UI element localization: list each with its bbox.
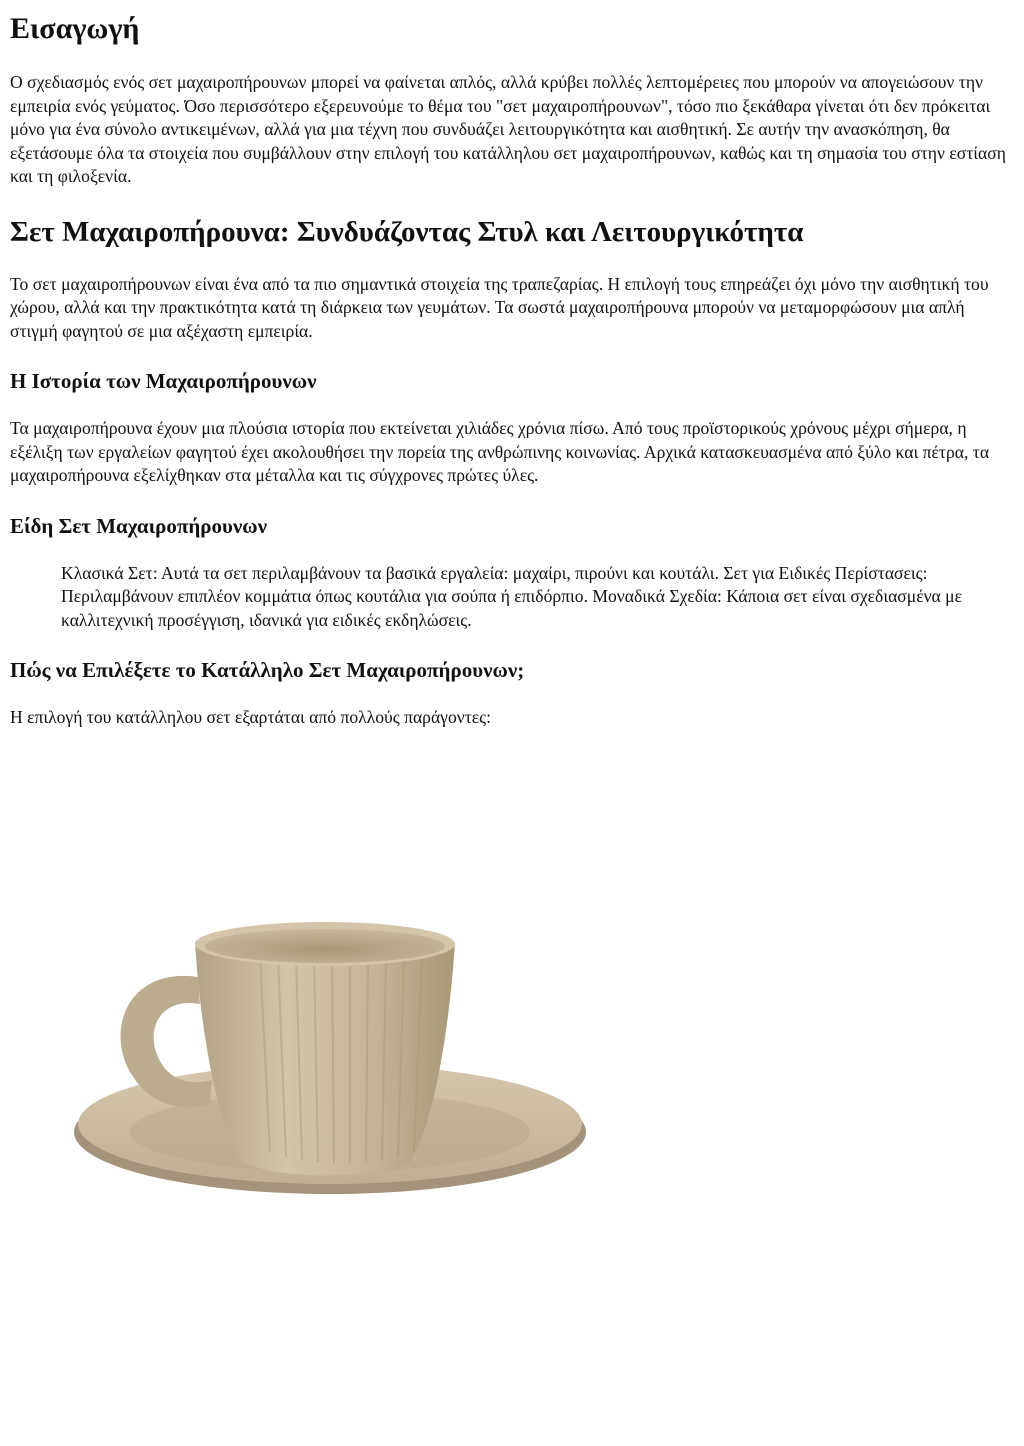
history-paragraph: Τα μαχαιροπήρουνα έχουν μια πλούσια ιστορία που εκτείνεται χιλιάδες χρόνια πίσω. Από τους προϊστορικούς χρόνους μέχρι σήμερα, η εξέλιξη των εργαλείων φαγητού έχει ακολουθήσει την πορεία της ανθρώπινης κοινωνίας. Αρχικά κατασκευασμένα από ξύλο και πέτρα, τα μαχαιροπήρουνα εξελίχθηκαν στα μέταλλα και τις σύγχρονες πρώτες ύλες. xyxy=(10,418,990,485)
cup-body xyxy=(195,922,455,1176)
choose-heading: Πώς να Επιλέξετε το Κατάλληλο Σετ Μαχαιροπήρουνων; xyxy=(10,658,525,682)
main-section-heading: Σετ Μαχαιροπήρουνα: Συνδυάζοντας Στυλ και Λειτουργικότητα xyxy=(10,215,804,248)
types-quote: Κλασικά Σετ: Αυτά τα σετ περιλαμβάνουν τα βασικά εργαλεία: μαχαίρι, πιρούνι και κουτάλι. Σετ για Ειδικές Περίστασεις: Περιλαμβάνουν επιπλέον κομμάτια όπως κουτάλια για σούπα ή επιδόρπιο. Μοναδικά Σχεδία: Κάποια σετ είναι σχεδιασμένα με καλλιτεχνική προσέγγιση, ιδανικά για ειδικές εκδηλώσεις. xyxy=(61,562,962,630)
main-section-paragraph: Το σετ μαχαιροπήρουνων είναι ένα από τα πιο σημαντικά στοιχεία της τραπεζαρίας. Η επιλογή τους επηρεάζει όχι μόνο την αισθητική του χώρου, αλλά και την πρακτικότητα κατά τη διάρκεια των γευμάτων. Τα σωστά μαχαιροπήρουνα μπορούν να μεταμορφώσουν μια απλή στιγμή φαγητού σε μια αξέχαστη εμπειρία. xyxy=(10,273,989,341)
intro-heading: Εισαγωγή xyxy=(10,12,140,45)
cup-saucer-illustration xyxy=(10,752,1014,1446)
choose-paragraph: Η επιλογή του κατάλληλου σετ εξαρτάται από πολλούς παράγοντες: xyxy=(10,707,492,727)
types-heading: Είδη Σετ Μαχαιροπήρουνων xyxy=(10,513,268,538)
article xyxy=(10,0,1014,730)
history-heading: Η Ιστορία των Μαχαιροπήρουνων xyxy=(10,369,317,393)
intro-paragraph: Ο σχεδιασμός ενός σετ μαχαιροπήρουνων μπορεί να φαίνεται απλός, αλλά κρύβει πολλές λεπτομέρειες που μπορούν να απογειώσουν την εμπειρία ενός γεύματος. Όσο περισσότερο εξερευνούμε το θέμα του "σετ μαχαιροπήρουνων", τόσο πιο ξεκάθαρα γίνεται ότι δεν πρόκειται μόνο για ένα σύνολο αντικειμένων, αλλά για μια τέχνη που συνδυάζει λειτουργικότητα και αισθητική. Σε αυτήν την ανασκόπηση, θα εξετάσουμε όλα τα στοιχεία που συμβάλλουν στην επιλογή του κατάλληλου σετ μαχαιροπήρουνων, καθώς και τη σημασία του στην εστίαση και τη φιλοξενία. xyxy=(10,72,1006,186)
cup-and-saucer-image xyxy=(10,752,1014,1446)
